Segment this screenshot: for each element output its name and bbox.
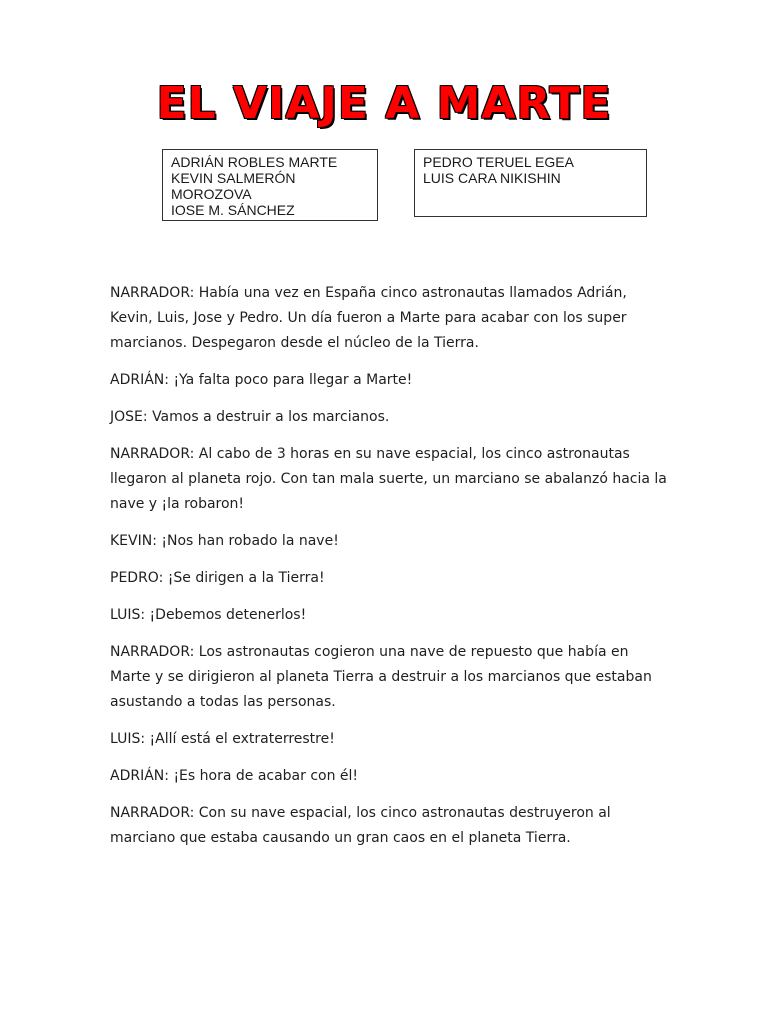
authors-box-right: [414, 149, 647, 217]
dialogue-text: Había una vez en España cinco astronautas llamados Adrián, Kevin, Luis, Jose y Pedro. Un día fueron a Marte para acabar con los super marcianos. Despegaron desde el núcleo de la Tierra.: [110, 285, 627, 351]
script-line: [110, 529, 670, 554]
dialogue-text: Vamos a destruir a los marcianos.: [152, 409, 390, 425]
dialogue-text: Al cabo de 3 horas en su nave espacial, los cinco astronautas llegaron al planeta rojo. Con tan mala suerte, un marciano se abalanzó hacia la nave y ¡la robaron!: [110, 446, 667, 512]
dialogue-text: ¡Se dirigen a la Tierra!: [167, 570, 325, 586]
script-line: [110, 801, 670, 851]
speaker-name: JOSE:: [110, 409, 148, 425]
speaker-name: LUIS:: [110, 607, 146, 623]
dialogue-text: ¡Ya falta poco para llegar a Marte!: [173, 372, 413, 388]
dialogue-text: Con su nave espacial, los cinco astronautas destruyeron al marciano que estaba causando un gran caos en el planeta Tierra.: [110, 805, 611, 846]
speaker-name: ADRIÁN:: [110, 372, 169, 388]
script-line: [110, 281, 670, 356]
dialogue-text: Los astronautas cogieron una nave de repuesto que había en Marte y se dirigieron al planeta Tierra a destruir a los marcianos que estaban asustando a todas las personas.: [110, 644, 652, 710]
dialogue-text: ¡Allí está el extraterrestre!: [149, 731, 335, 747]
speaker-name: LUIS:: [110, 731, 146, 747]
author-name: KEVIN SALMERÓN: [171, 170, 296, 186]
speaker-name: ADRIÁN:: [110, 768, 169, 784]
script-line: [110, 405, 670, 430]
speaker-name: NARRADOR:: [110, 805, 195, 821]
authors-box-left: [162, 149, 378, 221]
dialogue-text: ¡Debemos detenerlos!: [149, 607, 307, 623]
script-line: [110, 727, 670, 752]
dialogue-text: ¡Nos han robado la nave!: [161, 533, 339, 549]
author-name: ADRIÁN ROBLES MARTE: [171, 154, 338, 170]
script-line: [110, 640, 670, 715]
author-name: LUIS CARA NIKISHIN: [423, 170, 561, 186]
script-body: [110, 281, 670, 863]
speaker-name: NARRADOR:: [110, 285, 195, 301]
script-line: [110, 566, 670, 591]
author-name: IOSE M. SÁNCHEZ: [171, 202, 295, 218]
speaker-name: PEDRO:: [110, 570, 164, 586]
author-name: PEDRO TERUEL EGEA: [423, 154, 574, 170]
dialogue-text: ¡Es hora de acabar con él!: [173, 768, 359, 784]
document-title: EL VIAJE A MARTE: [156, 78, 612, 129]
script-line: [110, 442, 670, 517]
speaker-name: NARRADOR:: [110, 644, 195, 660]
script-line: [110, 603, 670, 628]
speaker-name: NARRADOR:: [110, 446, 195, 462]
script-line: [110, 764, 670, 789]
author-name: MOROZOVA: [171, 186, 252, 202]
script-line: [110, 368, 670, 393]
speaker-name: KEVIN:: [110, 533, 157, 549]
